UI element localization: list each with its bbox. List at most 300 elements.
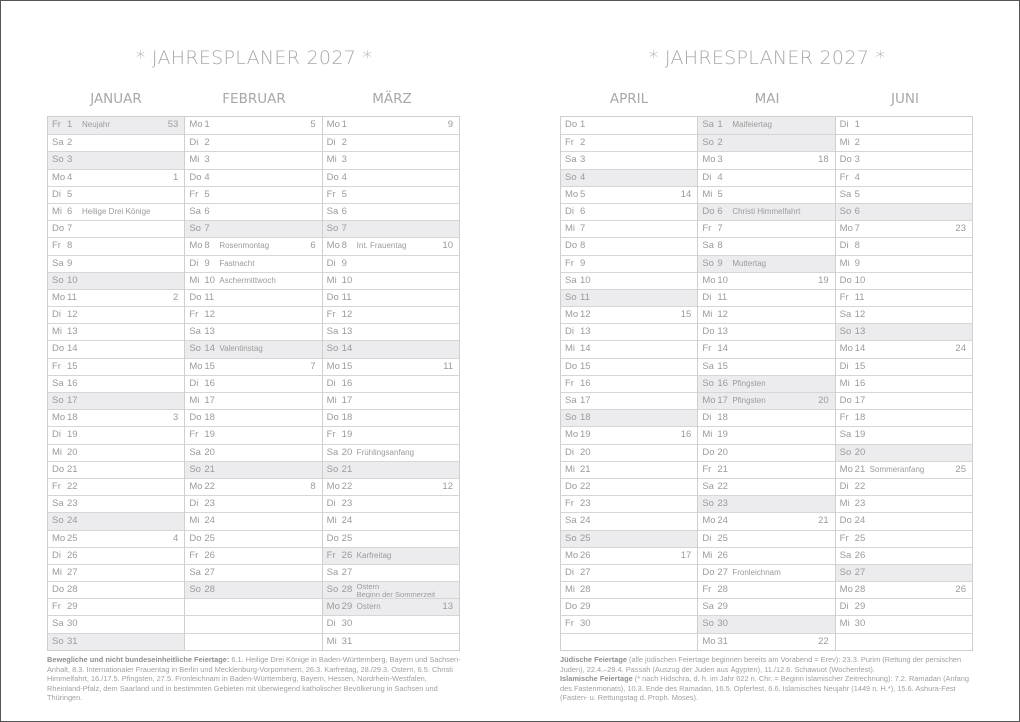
weekday: Do xyxy=(189,412,202,424)
weekday: Di xyxy=(565,446,574,458)
day-number: 12 xyxy=(717,309,728,321)
day-row xyxy=(698,444,834,461)
footnote-heading-jewish: Jüdische Feiertage xyxy=(560,655,627,664)
weekday: Di xyxy=(326,618,336,630)
day-row xyxy=(836,117,972,134)
footnote-heading-islamic: Islamische Feiertage xyxy=(560,674,633,683)
weekday: Mo xyxy=(839,463,853,475)
day-number: 22 xyxy=(854,480,866,492)
month-name: APRIL xyxy=(609,91,649,107)
day-number: 25 xyxy=(580,532,591,544)
weekday: Do xyxy=(702,326,715,338)
weekday: Mo xyxy=(839,343,853,355)
weekday: Fr xyxy=(839,412,849,424)
day-number: 29 xyxy=(341,601,353,613)
weekday: Di xyxy=(326,257,336,269)
weekday: So xyxy=(702,377,714,389)
weekday: So xyxy=(189,343,201,355)
day-row xyxy=(698,151,834,168)
weekday: Mi xyxy=(702,549,713,561)
day-number: 7 xyxy=(854,223,860,235)
day-row xyxy=(48,237,184,254)
day-number: 23 xyxy=(67,498,78,510)
day-row xyxy=(561,444,697,461)
day-row xyxy=(48,444,184,461)
week-number: 25 xyxy=(955,463,966,475)
day-row xyxy=(185,169,321,186)
weekday: Mi xyxy=(565,343,576,355)
day-number: 31 xyxy=(341,635,353,647)
weekday: Fr xyxy=(565,498,574,510)
weekday: Fr xyxy=(702,343,712,355)
day-row xyxy=(323,358,459,375)
day-number: 25 xyxy=(854,532,866,544)
month-column xyxy=(561,117,697,650)
weekday: So xyxy=(52,274,64,286)
week-number: 17 xyxy=(680,549,692,561)
footnote-text-jewish: (alle jüdischen Feiertage beginnen bereits am Vorabend = Erev): 23.3. Purim (Rettung der persischen Juden), 22.4.–29.4. Passah (Auszug der Juden aus Ägypten), 11./12.6. Schawuot (Wochenfest). xyxy=(560,655,962,674)
week-number: 20 xyxy=(818,395,829,406)
day-note xyxy=(357,583,435,599)
day-row xyxy=(48,461,184,478)
weekday: Mo xyxy=(189,360,203,372)
day-number: 31 xyxy=(717,635,728,647)
day-number: 8 xyxy=(854,240,860,252)
weekday: Mi xyxy=(52,205,63,217)
day-row xyxy=(185,117,321,134)
day-row xyxy=(323,117,459,134)
weekday: Di xyxy=(839,119,849,130)
weekday: Do xyxy=(839,274,852,286)
week-number: 53 xyxy=(167,119,179,130)
month-name: MÄRZ xyxy=(372,91,412,107)
day-number: 9 xyxy=(854,257,860,269)
day-number: 16 xyxy=(341,377,353,389)
day-number: 3 xyxy=(580,154,586,166)
day-row xyxy=(836,220,972,237)
weekday: Mi xyxy=(839,257,850,269)
day-number: 11 xyxy=(854,291,865,303)
day-row xyxy=(185,237,321,254)
day-row xyxy=(185,478,321,495)
weekday: Mi xyxy=(326,154,337,166)
day-row xyxy=(561,134,697,151)
day-row xyxy=(698,186,834,203)
day-row xyxy=(48,564,184,581)
day-number: 19 xyxy=(580,429,591,441)
weekday: Mo xyxy=(565,549,579,561)
day-number: 3 xyxy=(204,154,210,166)
day-row xyxy=(561,117,697,134)
day-number: 27 xyxy=(204,566,215,578)
day-row xyxy=(323,340,459,357)
day-number: 26 xyxy=(854,549,866,561)
weekday: Mo xyxy=(326,601,340,613)
day-number: 20 xyxy=(67,446,78,458)
day-row xyxy=(323,444,459,461)
day-row xyxy=(561,564,697,581)
day-number: 25 xyxy=(717,532,728,544)
day-row xyxy=(323,306,459,323)
month-name: FEBRUAR xyxy=(222,91,286,107)
day-row xyxy=(185,530,321,547)
day-number: 25 xyxy=(204,532,215,544)
day-note: Karfreitag xyxy=(356,550,392,560)
day-number: 17 xyxy=(67,395,78,406)
weekday: Fr xyxy=(839,291,849,303)
day-row xyxy=(836,237,972,254)
day-number: 31 xyxy=(67,635,78,647)
weekday: Mo xyxy=(52,171,66,183)
day-number: 5 xyxy=(717,188,723,200)
day-number: 10 xyxy=(67,274,78,286)
weekday: Fr xyxy=(189,309,199,321)
week-number: 6 xyxy=(310,240,316,252)
day-number: 20 xyxy=(580,446,591,458)
weekday: Di xyxy=(326,377,336,389)
day-row xyxy=(185,547,321,564)
day-number: 12 xyxy=(67,309,78,321)
day-row xyxy=(561,547,697,564)
day-number: 17 xyxy=(854,395,866,406)
empty-row xyxy=(185,615,321,632)
weekday: Mi xyxy=(189,154,200,166)
weekday: Fr xyxy=(52,480,61,492)
weekday: Mi xyxy=(839,377,850,389)
day-row xyxy=(698,598,834,615)
weekday: Mi xyxy=(702,188,713,200)
day-row xyxy=(561,237,697,254)
day-number: 22 xyxy=(341,480,353,492)
day-number: 9 xyxy=(204,257,210,269)
day-number: 18 xyxy=(854,412,866,424)
day-row xyxy=(698,255,834,272)
day-number: 30 xyxy=(854,618,866,630)
day-note: Pfingsten xyxy=(732,378,766,388)
weekday: Mo xyxy=(702,395,716,406)
weekday: Fr xyxy=(326,429,336,441)
weekday: Sa xyxy=(189,326,201,338)
day-number: 12 xyxy=(204,309,215,321)
weekday: Sa xyxy=(565,515,577,527)
day-row xyxy=(561,169,697,186)
day-row xyxy=(698,169,834,186)
week-number: 16 xyxy=(680,429,692,441)
day-row xyxy=(323,564,459,581)
day-row xyxy=(561,358,697,375)
weekday: Do xyxy=(702,205,715,217)
day-number: 27 xyxy=(580,566,591,578)
weekday: So xyxy=(565,171,577,183)
day-number: 4 xyxy=(341,171,347,183)
weekday: Sa xyxy=(326,326,339,338)
day-row xyxy=(561,186,697,203)
day-row xyxy=(698,220,834,237)
day-number: 28 xyxy=(204,584,215,596)
day-row xyxy=(323,392,459,409)
weekday: Fr xyxy=(839,532,849,544)
day-number: 17 xyxy=(717,395,728,406)
day-row xyxy=(836,512,972,529)
day-note: Aschermittwoch xyxy=(219,275,276,285)
day-row xyxy=(836,358,972,375)
day-row xyxy=(48,547,184,564)
day-row xyxy=(698,203,834,220)
religious-holiday-footnote xyxy=(560,655,975,703)
day-row xyxy=(836,547,972,564)
day-number: 3 xyxy=(341,154,347,166)
day-row xyxy=(185,495,321,512)
weekday: Do xyxy=(702,566,715,578)
day-number: 15 xyxy=(341,360,353,372)
week-number: 13 xyxy=(442,601,453,613)
day-row xyxy=(836,340,972,357)
week-number: 10 xyxy=(442,240,453,252)
day-row xyxy=(185,375,321,392)
day-number: 14 xyxy=(717,343,728,355)
month-column xyxy=(697,117,834,650)
weekday: Sa xyxy=(326,446,339,458)
day-number: 17 xyxy=(341,395,353,406)
weekday: So xyxy=(326,223,339,235)
weekday: Di xyxy=(326,498,336,510)
day-number: 6 xyxy=(580,205,586,217)
weekday: Di xyxy=(839,601,849,613)
day-number: 19 xyxy=(854,429,866,441)
weekday: Di xyxy=(52,549,61,561)
day-row xyxy=(698,495,834,512)
day-row xyxy=(561,151,697,168)
day-number: 4 xyxy=(67,171,73,183)
weekday: Mo xyxy=(326,360,340,372)
day-note: Int. Frauentag xyxy=(356,241,407,251)
day-row xyxy=(48,186,184,203)
day-note: Heilige Drei Könige xyxy=(82,206,151,216)
weekday: Fr xyxy=(565,257,574,269)
day-number: 6 xyxy=(717,205,723,217)
weekday: Do xyxy=(839,154,852,166)
day-row xyxy=(698,237,834,254)
day-number: 21 xyxy=(854,463,866,475)
weekday: Sa xyxy=(839,188,852,200)
day-number: 28 xyxy=(854,584,866,596)
weekday: Sa xyxy=(839,309,852,321)
day-row xyxy=(48,392,184,409)
weekday: Mi xyxy=(189,515,200,527)
weekday: Do xyxy=(189,532,202,544)
day-number: 6 xyxy=(854,205,860,217)
day-row xyxy=(323,547,459,564)
day-row xyxy=(836,375,972,392)
day-number: 20 xyxy=(204,446,215,458)
weekday: Di xyxy=(839,480,849,492)
day-number: 28 xyxy=(341,584,353,596)
weekday: Mi xyxy=(52,566,63,578)
day-number: 26 xyxy=(67,549,78,561)
month-name: JANUAR xyxy=(90,91,142,107)
weekday: Mi xyxy=(839,498,850,510)
footnote-text: 6.1. Heilige Drei Könige in Baden-Württemberg, Bayern und Sachsen-Anhalt, 8.3. Internationaler Frauentag in Berlin und Mecklenburg-Vorpommern, 26.3. Karfreitag, 28./29.3. Ostern, 6.5. Christi Himmelfahrt, 16./17.5. Pfingsten, 27.5. Fronleichnam in Baden-Württemberg, Bayern, Hessen, Nordrhein-Westfalen, Rheinland-Pfalz, dem Saarland und in bestimmten Gebieten mit überwiegend katholischer Bevölkerung in Sachsen und Thüringen. xyxy=(47,655,461,702)
day-row xyxy=(323,151,459,168)
day-row xyxy=(323,220,459,237)
week-number: 12 xyxy=(442,480,453,492)
day-number: 2 xyxy=(717,137,723,149)
day-row xyxy=(561,426,697,443)
day-row xyxy=(48,375,184,392)
weekday: So xyxy=(326,343,339,355)
day-number: 26 xyxy=(580,549,591,561)
week-number: 15 xyxy=(680,309,692,321)
weekday: Do xyxy=(52,463,65,475)
day-number: 29 xyxy=(854,601,866,613)
day-row xyxy=(48,134,184,151)
weekday: Mo xyxy=(702,154,716,166)
week-number: 24 xyxy=(955,343,966,355)
day-number: 15 xyxy=(717,360,728,372)
day-number: 21 xyxy=(204,463,215,475)
day-row xyxy=(836,151,972,168)
day-number: 25 xyxy=(67,532,78,544)
day-row xyxy=(323,203,459,220)
empty-row xyxy=(836,633,972,650)
day-number: 6 xyxy=(341,205,347,217)
weekday: Mo xyxy=(189,119,203,130)
day-number: 27 xyxy=(854,566,866,578)
day-number: 16 xyxy=(717,377,728,389)
weekday: Fr xyxy=(702,223,712,235)
day-number: 12 xyxy=(854,309,866,321)
day-note: Muttertag xyxy=(732,258,767,268)
day-note: Sommeranfang xyxy=(869,464,925,474)
weekday: Di xyxy=(189,137,199,149)
day-number: 11 xyxy=(204,291,215,303)
page-title: * JAHRESPLANER 2027 * xyxy=(135,47,373,69)
weekday: Mo xyxy=(326,119,340,130)
day-row xyxy=(323,272,459,289)
day-row xyxy=(323,186,459,203)
day-row xyxy=(185,564,321,581)
day-number: 20 xyxy=(854,446,866,458)
day-row xyxy=(561,495,697,512)
day-number: 27 xyxy=(717,566,728,578)
day-row xyxy=(836,564,972,581)
day-number: 24 xyxy=(717,515,728,527)
day-number: 14 xyxy=(580,343,591,355)
weekday: Fr xyxy=(52,601,61,613)
day-row xyxy=(48,306,184,323)
day-row xyxy=(185,461,321,478)
day-row xyxy=(185,392,321,409)
day-number: 9 xyxy=(341,257,347,269)
week-number: 14 xyxy=(680,188,692,200)
weekday: So xyxy=(839,566,852,578)
weekday: Sa xyxy=(839,429,852,441)
weekday: Fr xyxy=(702,463,712,475)
weekday: Mo xyxy=(702,515,716,527)
day-row xyxy=(323,495,459,512)
weekday: Di xyxy=(52,309,61,321)
day-number: 20 xyxy=(717,446,728,458)
day-row xyxy=(323,323,459,340)
day-number: 27 xyxy=(341,566,353,578)
day-number: 26 xyxy=(341,549,353,561)
weekday: So xyxy=(52,635,64,647)
weekday: Di xyxy=(326,137,336,149)
weekday: Mo xyxy=(565,429,579,441)
day-number: 4 xyxy=(580,171,586,183)
day-number: 19 xyxy=(204,429,215,441)
day-row xyxy=(48,615,184,632)
month-headers xyxy=(47,91,461,107)
day-row xyxy=(698,512,834,529)
weekday: Sa xyxy=(189,446,201,458)
day-number: 10 xyxy=(204,274,215,286)
day-number: 19 xyxy=(717,429,728,441)
day-number: 23 xyxy=(717,498,728,510)
day-row xyxy=(323,478,459,495)
weekday: Mo xyxy=(326,240,340,252)
day-number: 26 xyxy=(717,549,728,561)
weekday: Mi xyxy=(326,515,337,527)
day-row xyxy=(323,581,459,598)
week-number: 7 xyxy=(310,360,316,372)
day-note: Valentinstag xyxy=(219,344,263,354)
day-row xyxy=(836,409,972,426)
day-number: 11 xyxy=(580,291,590,303)
weekday: Do xyxy=(565,601,578,613)
day-row xyxy=(561,461,697,478)
day-row xyxy=(48,151,184,168)
day-row xyxy=(698,547,834,564)
day-row xyxy=(561,272,697,289)
weekday: Fr xyxy=(839,171,849,183)
day-row xyxy=(561,340,697,357)
day-number: 13 xyxy=(854,326,866,338)
day-number: 10 xyxy=(580,274,591,286)
day-row xyxy=(561,478,697,495)
day-row xyxy=(48,203,184,220)
day-number: 4 xyxy=(717,171,723,183)
day-number: 8 xyxy=(580,240,586,252)
day-number: 7 xyxy=(580,223,586,235)
day-number: 30 xyxy=(580,618,591,630)
day-number: 26 xyxy=(204,549,215,561)
day-row xyxy=(836,581,972,598)
weekday: Fr xyxy=(702,584,712,596)
day-row xyxy=(836,203,972,220)
day-row xyxy=(323,409,459,426)
day-note: Fronleichnam xyxy=(732,567,781,577)
day-number: 13 xyxy=(67,326,78,338)
weekday: Sa xyxy=(702,480,714,492)
weekday: Mi xyxy=(839,618,850,630)
day-number: 22 xyxy=(580,480,591,492)
day-row xyxy=(698,461,834,478)
weekday: Fr xyxy=(565,618,574,630)
weekday: Mi xyxy=(326,274,337,286)
day-number: 18 xyxy=(717,412,728,424)
day-row xyxy=(698,289,834,306)
weekday: Di xyxy=(839,240,849,252)
day-row xyxy=(185,289,321,306)
day-number: 20 xyxy=(341,446,353,458)
note-line: Beginn der Sommerzeit xyxy=(356,589,436,599)
weekday: Do xyxy=(565,119,578,130)
day-note: Fastnacht xyxy=(219,258,255,268)
day-row xyxy=(698,615,834,632)
weekday: Sa xyxy=(189,205,201,217)
empty-row xyxy=(185,598,321,615)
